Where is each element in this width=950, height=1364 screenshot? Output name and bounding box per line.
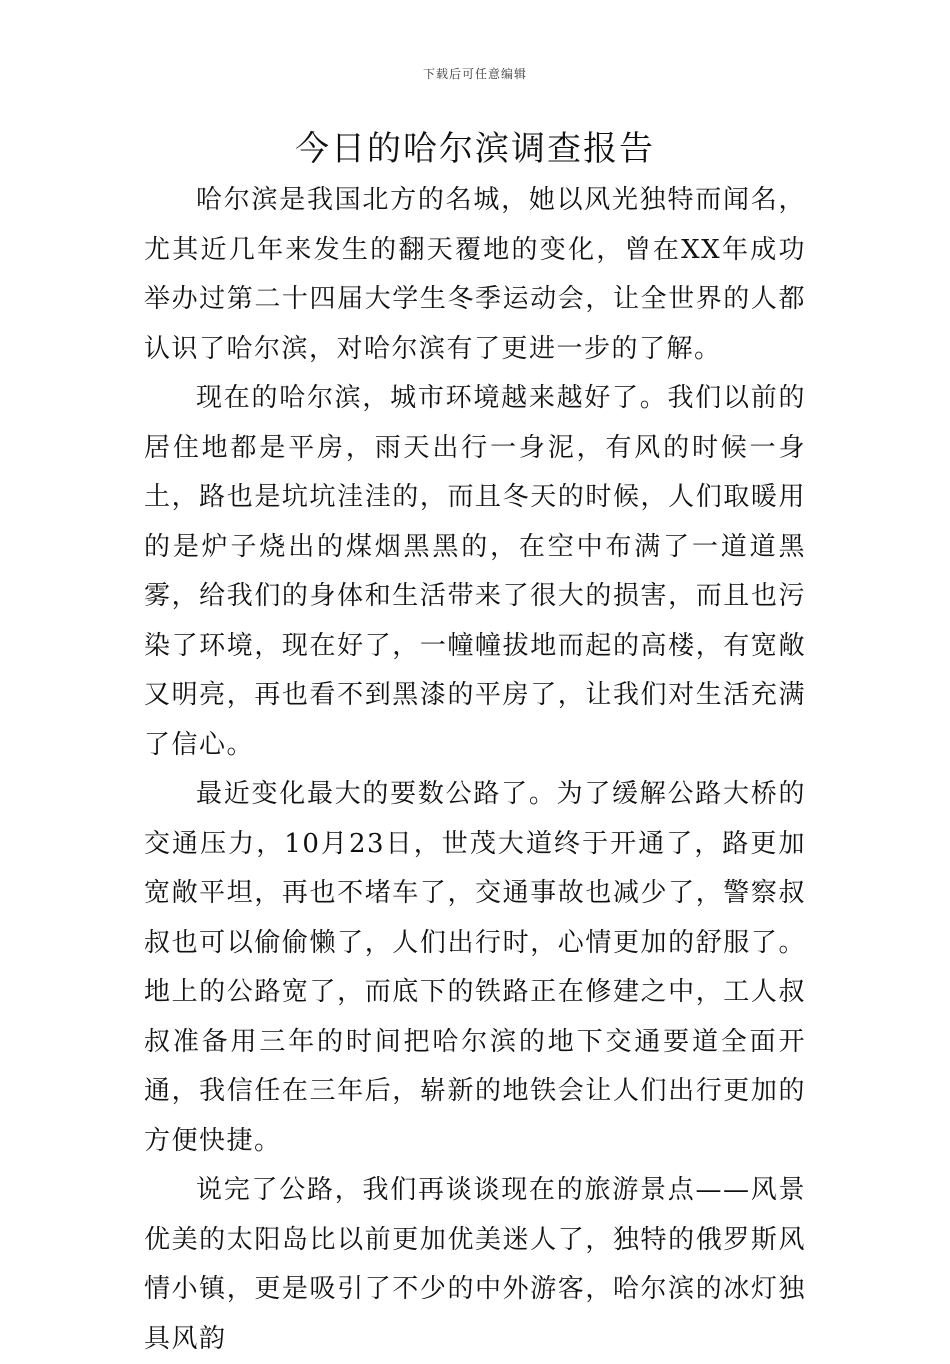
paragraph: 哈尔滨是我国北方的名城，她以风光独特而闻名，尤其近几年来发生的翻天覆地的变化，曾在XX年成功举办过第二十四届大学生冬季运动会，让全世界的人都认识了哈尔滨，对哈尔滨有了更进一步的了解。 (144, 185, 806, 364)
document-title: 今日的哈尔滨调查报告 (295, 129, 655, 169)
document-body (144, 176, 806, 1364)
paragraph: 说完了公路，我们再谈谈现在的旅游景点——风景优美的太阳岛比以前更加优美迷人了，独特的俄罗斯风情小镇，更是吸引了不少的中外游客，哈尔滨的冰灯独具风韵 (144, 1175, 806, 1354)
paragraph: 最近变化最大的要数公路了。为了缓解公路大桥的交通压力，10月23日，世茂大道终于开通了，路更加宽敞平坦，再也不堵车了，交通事故也减少了，警察叔叔也可以偷偷懒了，人们出行时，心情更加的舒服了。地上的公路宽了，而底下的铁路正在修建之中，工人叔叔准备用三年的时间把哈尔滨的地下交通要道全面开通，我信任在三年后，崭新的地铁会让人们出行更加的方便快捷。 (144, 779, 806, 1156)
header-note: 下载后可任意编辑 (422, 67, 527, 81)
paragraph: 现在的哈尔滨，城市环境越来越好了。我们以前的居住地都是平房，雨天出行一身泥，有风的时候一身土，路也是坑坑洼洼的，而且冬天的时候，人们取暖用的是炉子烧出的煤烟黑黑的，在空中布满了一道道黑雾，给我们的身体和生活带来了很大的损害，而且也污染了环境，现在好了，一幢幢拔地而起的高楼，有宽敞又明亮，再也看不到黑漆的平房了，让我们对生活充满了信心。 (144, 383, 806, 760)
